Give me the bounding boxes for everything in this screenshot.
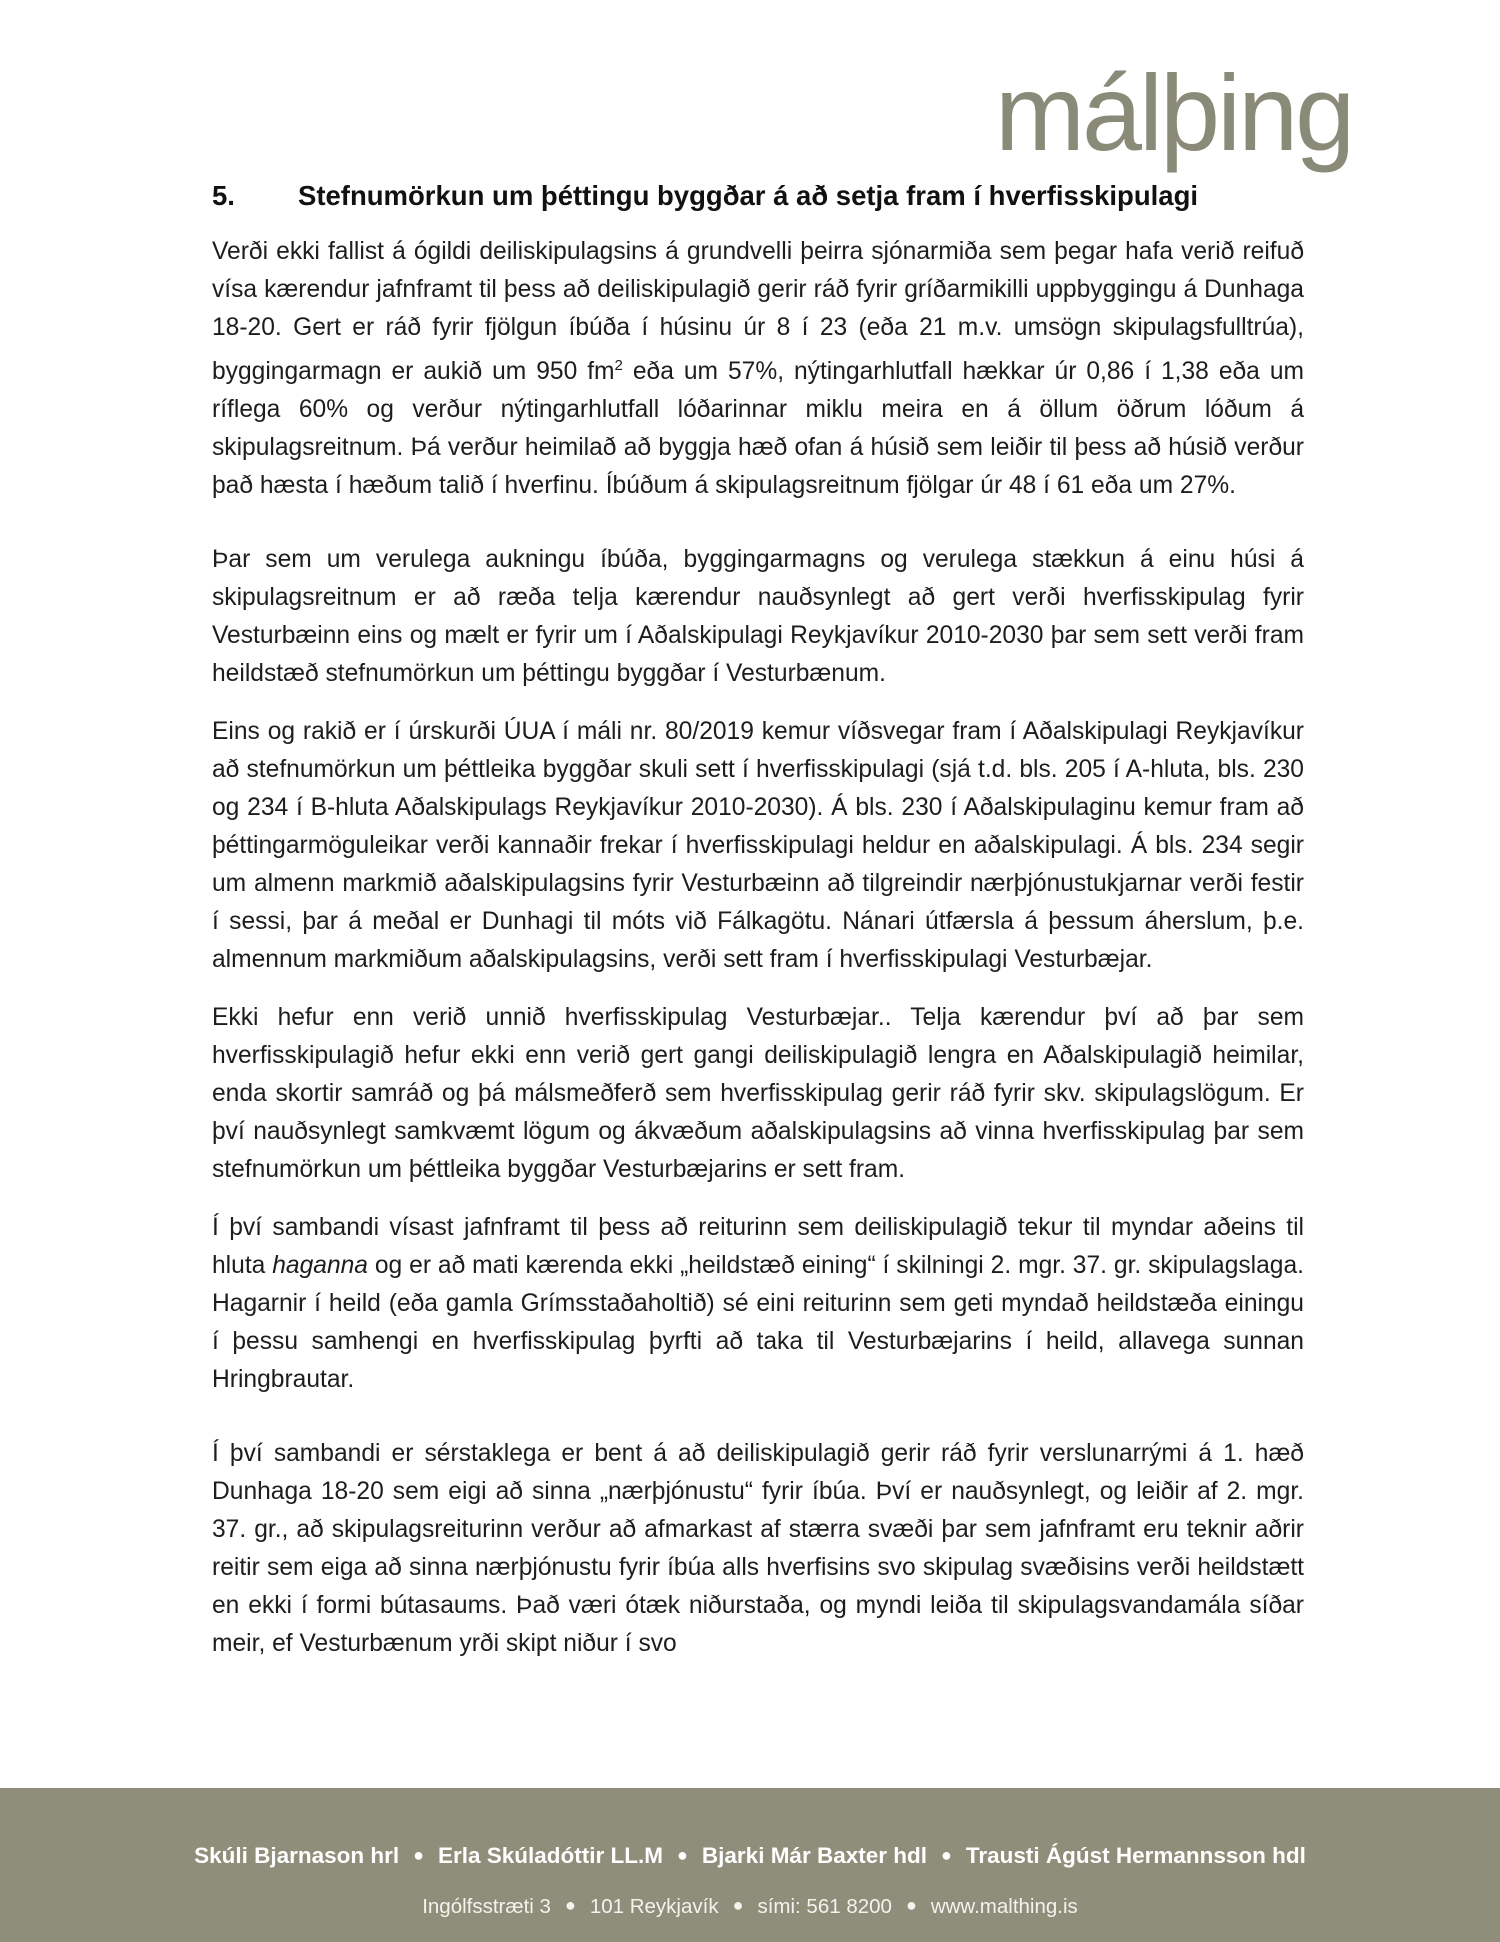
bullet-separator: ●: [564, 1895, 576, 1915]
footer-contact: [0, 1895, 1500, 1919]
paragraph-3: Eins og rakið er í úrskurði ÚUA í máli nr. 80/2019 kemur víðsvegar fram í Aðalskipulagi Reykjavíkur að stefnumörkun um þéttleika byggðar skuli sett í hverfisskipulagi (sjá t.d. bls. 205 í A-hluta, bls. 230 og 234 í B-hluta Aðalskipulags Reykjavíkur 2010-2030). Á bls. 230 í Aðalskipulaginu kemur fram að þéttingarmöguleikar verði kannaðir frekar í hverfisskipulagi heldur en aðalskipulagi. Á bls. 234 segir um almenn markmið aðalskipulagsins fyrir Vesturbæinn að tilgreindir nærþjónustukjarnar verði festir í sessi, þar á meðal er Dunhagi til móts við Fálkagötu. Nánari útfærsla á þessum áherslum, þ.e. almennum markmiðum aðalskipulagsins, verði sett fram í hverfisskipulagi Vesturbæjar.: [212, 718, 1304, 974]
paragraph-1: [212, 233, 1304, 505]
footer-names: [0, 1843, 1500, 1869]
footer-name: Skúli Bjarnason hrl: [194, 1843, 400, 1868]
bullet-separator: ●: [413, 1845, 424, 1865]
footer-phone: sími: 561 8200: [757, 1895, 892, 1918]
paragraph-1-text-a: Verði ekki fallist á ógildi deiliskipulagsins á grundvelli þeirra sjónarmiða sem þegar hafa verið reifuð vísa kærendur jafnframt til þess að deiliskipulagið gerir ráð fyrir gríðarmikilli uppbyggingu á Dunhaga 18-20. Gert er ráð fyrir fjölgun íbúða í húsinu úr 8 í 23 (eða 21 m.v. umsögn skipulagsfulltrúa), byggingarmagn er aukið um 950 fm: [212, 238, 1304, 386]
section-heading: [212, 178, 1302, 214]
document-body: [212, 233, 1304, 1663]
paragraph-5: [212, 1209, 1304, 1399]
section-number: 5.: [212, 180, 235, 211]
footer-website[interactable]: www.malthing.is: [930, 1895, 1078, 1918]
bullet-separator: ●: [732, 1895, 744, 1915]
paragraph-2: Þar sem um verulega aukningu íbúða, byggingarmagns og verulega stækkun á einu húsi á skipulagsreitnum er að ræða telja kærendur nauðsynlegt að gert verði hverfisskipulag fyrir Vesturbæinn eins og mælt er fyrir um í Aðalskipulagi Reykjavíkur 2010-2030 þar sem sett verði fram heildstæð stefnumörkun um þéttingu byggðar í Vesturbænum.: [212, 546, 1304, 688]
paragraph-1-text-b: eða um 57%, nýtingarhlutfall hækkar úr 0,86 í 1,38 eða um ríflega 60% og verður nýtingarhlutfall lóðarinnar miklu meira en á öllum öðrum lóðum á skipulagsreitnum. Þá verður heimilað að byggja hæð ofan á húsið sem leiðir til þess að húsið verður það hæsta í hæðum talið í hverfinu. Íbúðum á skipulagsreitnum fjölgar úr 48 í 61 eða um 27%.: [212, 358, 1304, 500]
footer-name: Erla Skúladóttir LL.M: [438, 1843, 664, 1868]
footer-name: Bjarki Már Baxter hdl: [701, 1843, 927, 1868]
paragraph-5-emphasis: haganna: [272, 1252, 368, 1280]
superscript-2: 2: [614, 357, 623, 374]
paragraph-5-text-a: Í því sambandi vísast jafnframt til þess að reiturinn sem deiliskipulagið tekur til myndar aðeins til hluta: [212, 1214, 1304, 1280]
footer-city: 101 Reykjavík: [589, 1895, 719, 1918]
bullet-separator: ●: [905, 1895, 917, 1915]
bullet-separator: ●: [940, 1845, 952, 1865]
section-title: Stefnumörkun um þéttingu byggðar á að setja fram í hverfisskipulagi: [298, 180, 1199, 211]
paragraph-4: Ekki hefur enn verið unnið hverfisskipulag Vesturbæjar.. Telja kærendur því að þar sem hverfisskipulagið hefur ekki enn verið gert gangi deiliskipulagið lengra en Aðalskipulagið heimilar, enda skortir samráð og þá málsmeðferð sem hverfisskipulag gerir ráð fyrir skv. skipulagslögum. Er því nauðsynlegt samkvæmt lögum og ákvæðum aðalskipulagsins að vinna hverfisskipulag þar sem stefnumörkun um þéttleika byggðar Vesturbæjarins er sett fram.: [212, 1004, 1304, 1184]
footer: [0, 1788, 1500, 1942]
bullet-separator: ●: [677, 1845, 688, 1865]
paragraph-6: Í því sambandi er sérstaklega er bent á að deiliskipulagið gerir ráð fyrir verslunarrými á 1. hæð Dunhaga 18-20 sem eigi að sinna „nærþjónustu“ fyrir íbúa. Því er nauðsynlegt, og leiðir af 2. mgr. 37. gr., að skipulagsreiturinn verður að afmarkast af stærra svæði þar sem jafnframt eru teknir aðrir reitir sem eiga að sinna nærþjónustu fyrir íbúa alls hverfisins svo skipulag svæðisins verði heildstætt en ekki í formi bútasaums. Það væri ótæk niðurstaða, og myndi leiða til skipulagsvandamála síðar meir, ef Vesturbænum yrði skipt niður í svo: [212, 1440, 1304, 1658]
paragraph-5-text-b: og er að mati kærenda ekki „heildstæð eining“ í skilningi 2. mgr. 37. gr. skipulagslaga. Hagarnir í heild (eða gamla Grímsstaðaholtið) sé eini reiturinn sem geti myndað heildstæða einingu í þessu samhengi en hverfisskipulag þyrfti að taka til Vesturbæjarins í heild, allavega sunnan Hringbrautar.: [212, 1252, 1304, 1394]
footer-address: Ingólfsstræti 3: [422, 1895, 551, 1918]
footer-name: Trausti Ágúst Hermannsson hdl: [965, 1843, 1306, 1868]
logo-text: málþing: [995, 62, 1353, 173]
